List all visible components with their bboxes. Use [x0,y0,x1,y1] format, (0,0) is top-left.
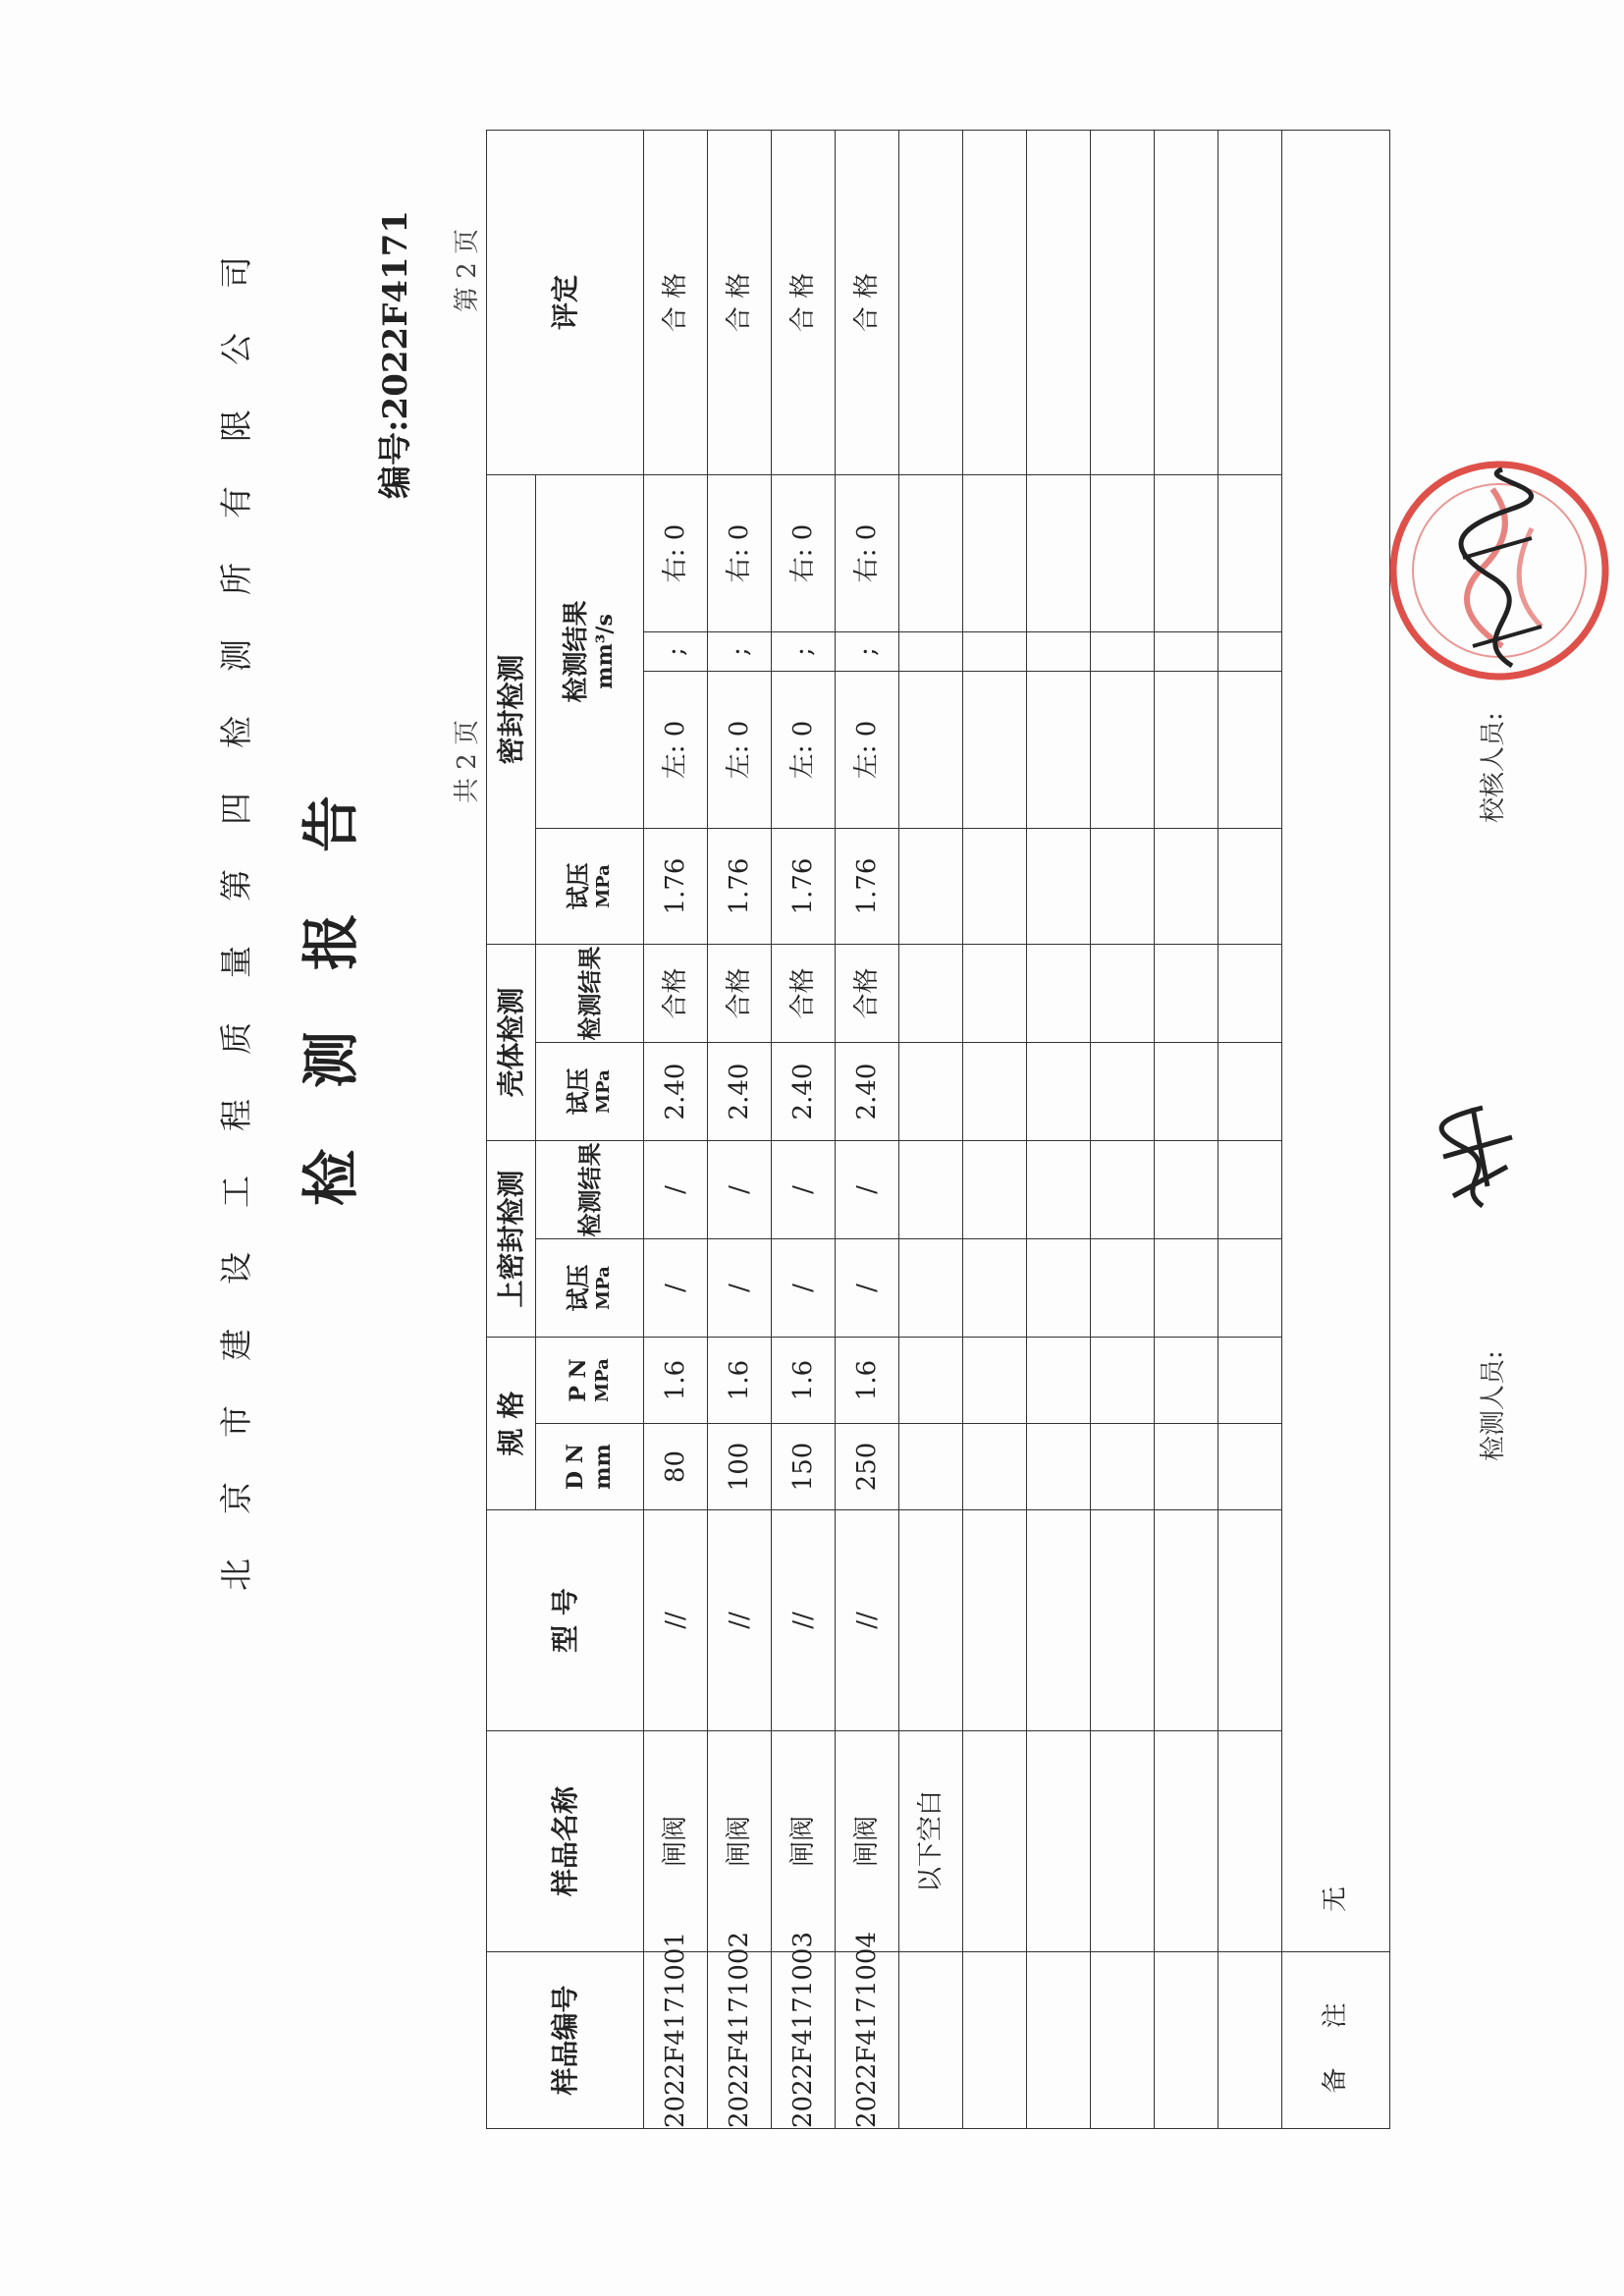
pn: 1.6 [644,1338,708,1424]
seal-right: 右: 0 [836,474,899,631]
upper-seal-pressure: / [708,1239,772,1338]
rating: 合 格 [644,130,708,474]
table-row [1155,130,1218,2128]
upper-seal-pressure: / [836,1239,899,1338]
seal-separator: ; [644,631,708,671]
sample-name: 闸阀 [644,1731,708,1952]
header-model: 型 号 [487,1510,644,1731]
sample-no: 2022F4171004 [836,1952,899,2129]
report-number-value: 2022F4171 [376,210,415,420]
seal-separator: ; [836,631,899,671]
seal-pressure: 1.76 [708,828,772,944]
seal-right: 右: 0 [644,474,708,631]
seal-right: 右: 0 [772,474,836,631]
remark-value: 无 [1282,130,1390,1951]
header-sh-pressure: 试压 [564,1067,593,1116]
header-sh-pressure-unit: MPa [593,1069,615,1114]
rating: 合 格 [708,130,772,474]
header-se-result: 检测结果 [561,600,591,703]
header-se-pressure: 试压 [564,862,593,910]
table-row [644,130,708,2128]
dn: 80 [644,1424,708,1510]
header-se-pressure-cell [536,828,644,944]
report-title: 检测报告 [298,735,364,1207]
header-sample-no: 样品编号 [487,1952,644,2129]
report-number-label: 编号: [376,419,415,499]
result-table [486,130,1390,2129]
total-pages: 共 2 页 [453,719,482,803]
current-page: 第 2 页 [453,228,482,312]
sample-name: 闸阀 [708,1731,772,1952]
table-row [963,130,1027,2128]
checker-label: 校核人员: [1479,712,1508,823]
header-se-result-unit: mm³/s [592,614,618,689]
checker-signature [1434,460,1561,676]
upper-seal-result: / [772,1140,836,1238]
dn: 100 [708,1424,772,1510]
shell-result: 合格 [772,944,836,1042]
header-dn-cell [536,1424,644,1510]
shell-result: 合格 [836,944,899,1042]
model: // [836,1510,899,1731]
model: // [772,1510,836,1731]
table-row [836,130,899,2128]
header-se-result-cell [536,474,644,828]
header-pn: P N [565,1358,591,1402]
dn: 150 [772,1424,836,1510]
tester-label: 检测人员: [1479,1350,1508,1461]
shell-pressure: 2.40 [708,1042,772,1140]
seal-left: 左: 0 [708,671,772,828]
header-row-1 [487,130,536,2128]
seal-pressure: 1.76 [772,828,836,944]
header-seal: 密封检测 [487,474,536,944]
seal-separator: ; [708,631,772,671]
seal-pressure: 1.76 [644,828,708,944]
header-us-pressure: 试压 [564,1264,593,1312]
model: // [644,1510,708,1731]
sample-no: 2022F4171001 [644,1952,708,2129]
seal-left: 左: 0 [836,671,899,828]
rating: 合 格 [772,130,836,474]
shell-result: 合格 [708,944,772,1042]
pn: 1.6 [708,1338,772,1424]
header-rating: 评定 [487,130,644,474]
seal-left: 左: 0 [772,671,836,828]
header-us-pressure-unit: MPa [593,1266,615,1310]
table-row [1218,130,1282,2128]
blank-note: 以下空白 [899,1731,963,1952]
shell-result: 合格 [644,944,708,1042]
dn: 250 [836,1424,899,1510]
model: // [708,1510,772,1731]
table-row [1091,130,1155,2128]
header-sample-name: 样品名称 [487,1731,644,1952]
rating: 合 格 [836,130,899,474]
seal-right: 右: 0 [708,474,772,631]
upper-seal-result: / [708,1140,772,1238]
upper-seal-result: / [836,1140,899,1238]
tester-signature [1414,1078,1532,1226]
sample-name: 闸阀 [836,1731,899,1952]
header-upper-seal: 上密封检测 [487,1140,536,1337]
report-number [368,210,416,499]
seal-pressure: 1.76 [836,828,899,944]
sample-name: 闸阀 [772,1731,836,1952]
header-us-pressure-cell [536,1239,644,1338]
pn: 1.6 [836,1338,899,1424]
seal-left: 左: 0 [644,671,708,828]
header-sh-result: 检测结果 [536,944,644,1042]
header-spec: 规 格 [487,1338,536,1510]
header-dn-unit: mm [589,1444,616,1490]
shell-pressure: 2.40 [772,1042,836,1140]
header-us-result: 检测结果 [536,1140,644,1238]
upper-seal-pressure: / [644,1239,708,1338]
header-pn-unit: MPa [592,1358,613,1402]
header-se-pressure-unit: MPa [593,864,615,908]
pn: 1.6 [772,1338,836,1424]
org-title: 北京市建设工程质量第四检测所有限公司 [217,212,255,1591]
upper-seal-result: / [644,1140,708,1238]
table-row [899,130,963,2128]
sample-no: 2022F4171002 [708,1952,772,2129]
table-row [1027,130,1091,2128]
header-sh-pressure-cell [536,1042,644,1140]
header-dn: D N [563,1444,588,1490]
header-shell: 壳体检测 [487,944,536,1140]
remark-label: 备 注 [1282,1952,1390,2129]
remark-row [1282,130,1390,2128]
upper-seal-pressure: / [772,1239,836,1338]
seal-separator: ; [772,631,836,671]
shell-pressure: 2.40 [644,1042,708,1140]
sample-no: 2022F4171003 [772,1952,836,2129]
table-row [708,130,772,2128]
header-pn-cell [536,1338,644,1424]
shell-pressure: 2.40 [836,1042,899,1140]
table-row [772,130,836,2128]
